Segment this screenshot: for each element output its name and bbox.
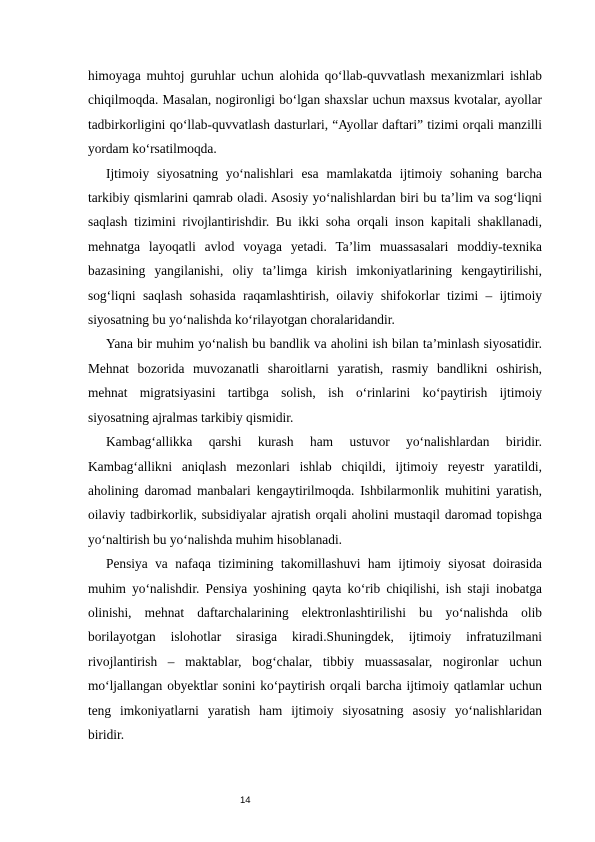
- paragraph-social-policy-directions: Ijtimoiy siyosatning yo‘nalishlari esa mamlakatda ijtimoiy sohaning barcha tarkibiy qismlarini qamrab oladi. Asosiy yo‘nalishlardan biri bu ta’lim va sog‘liqni saqlash tizimini rivojlantirishdir. Bu ikki soha orqali inson kapitali shakllanadi, mehnatga layoqatli avlod voyaga yetadi. Ta’lim muassasalari moddiy-texnika bazasining yangilanishi, oliy ta’limga kirish imkoniyatlarining kengaytirilishi, sog‘liqni saqlash sohasida raqamlashtirish, oilaviy shifokorlar tizimi – ijtimoiy siyosatning bu yo‘nalishda ko‘rilayotgan choralaridandir.: [88, 165, 542, 328]
- paragraph-poverty-reduction: Kambag‘allikka qarshi kurash ham ustuvor yo‘nalishlardan biridir. Kambag‘allikni aniqlash mezonlari ishlab chiqildi, ijtimoiy reyestr yaratildi, aholining daromad manbalari kengaytirilmoqda. Ishbilarmonlik muhitini yaratish, oilaviy tadbirkorlik, subsidiyalar ajratish orqali aholini mustaqil daromad topishga yo‘naltirish bu yo‘nalishda muhim hisoblanadi.: [88, 434, 542, 547]
- page-number: 14: [240, 795, 251, 806]
- document-page: [88, 64, 542, 747]
- paragraph-employment-policy: Yana bir muhim yo‘nalish bu bandlik va aholini ish bilan ta’minlash siyosatidir. Mehnat bozorida muvozanatli sharoitlarni yaratish, rasmiy bandlikni oshirish, mehnat migratsiyasini tartibga solish, ish o‘rinlarini ko‘paytirish ijtimoiy siyosatning ajralmas tarkibiy qismidir.: [88, 336, 542, 425]
- paragraph-continuation: himoyaga muhtoj guruhlar uchun alohida qo‘llab-quvvatlash mexanizmlari ishlab chiqilmoqda. Masalan, nogironligi bo‘lgan shaxslar uchun maxsus kvotalar, ayollar tadbirkorligini qo‘llab-quvvatlash dasturlari, “Ayollar daftari” tizimi orqali manzilli yordam ko‘rsatilmoqda.: [88, 68, 542, 157]
- paragraph-pension-system: Pensiya va nafaqa tizimining takomillashuvi ham ijtimoiy siyosat doirasida muhim yo‘nalishdir. Pensiya yoshining qayta ko‘rib chiqilishi, ish staji inobatga olinishi, mehnat daftarchalarining elektronlashtirilishi bu yo‘nalishda olib borilayotgan islohotlar sirasiga kiradi.Shuningdek, ijtimoiy infratuzilmani rivojlantirish – maktablar, bog‘chalar, tibbiy muassasalar, nogironlar uchun mo‘ljallangan obyektlar sonini ko‘paytirish orqali barcha ijtimoiy qatlamlar uchun teng imkoniyatlarni yaratish ham ijtimoiy siyosatning asosiy yo‘nalishlaridan biridir.: [88, 556, 542, 742]
